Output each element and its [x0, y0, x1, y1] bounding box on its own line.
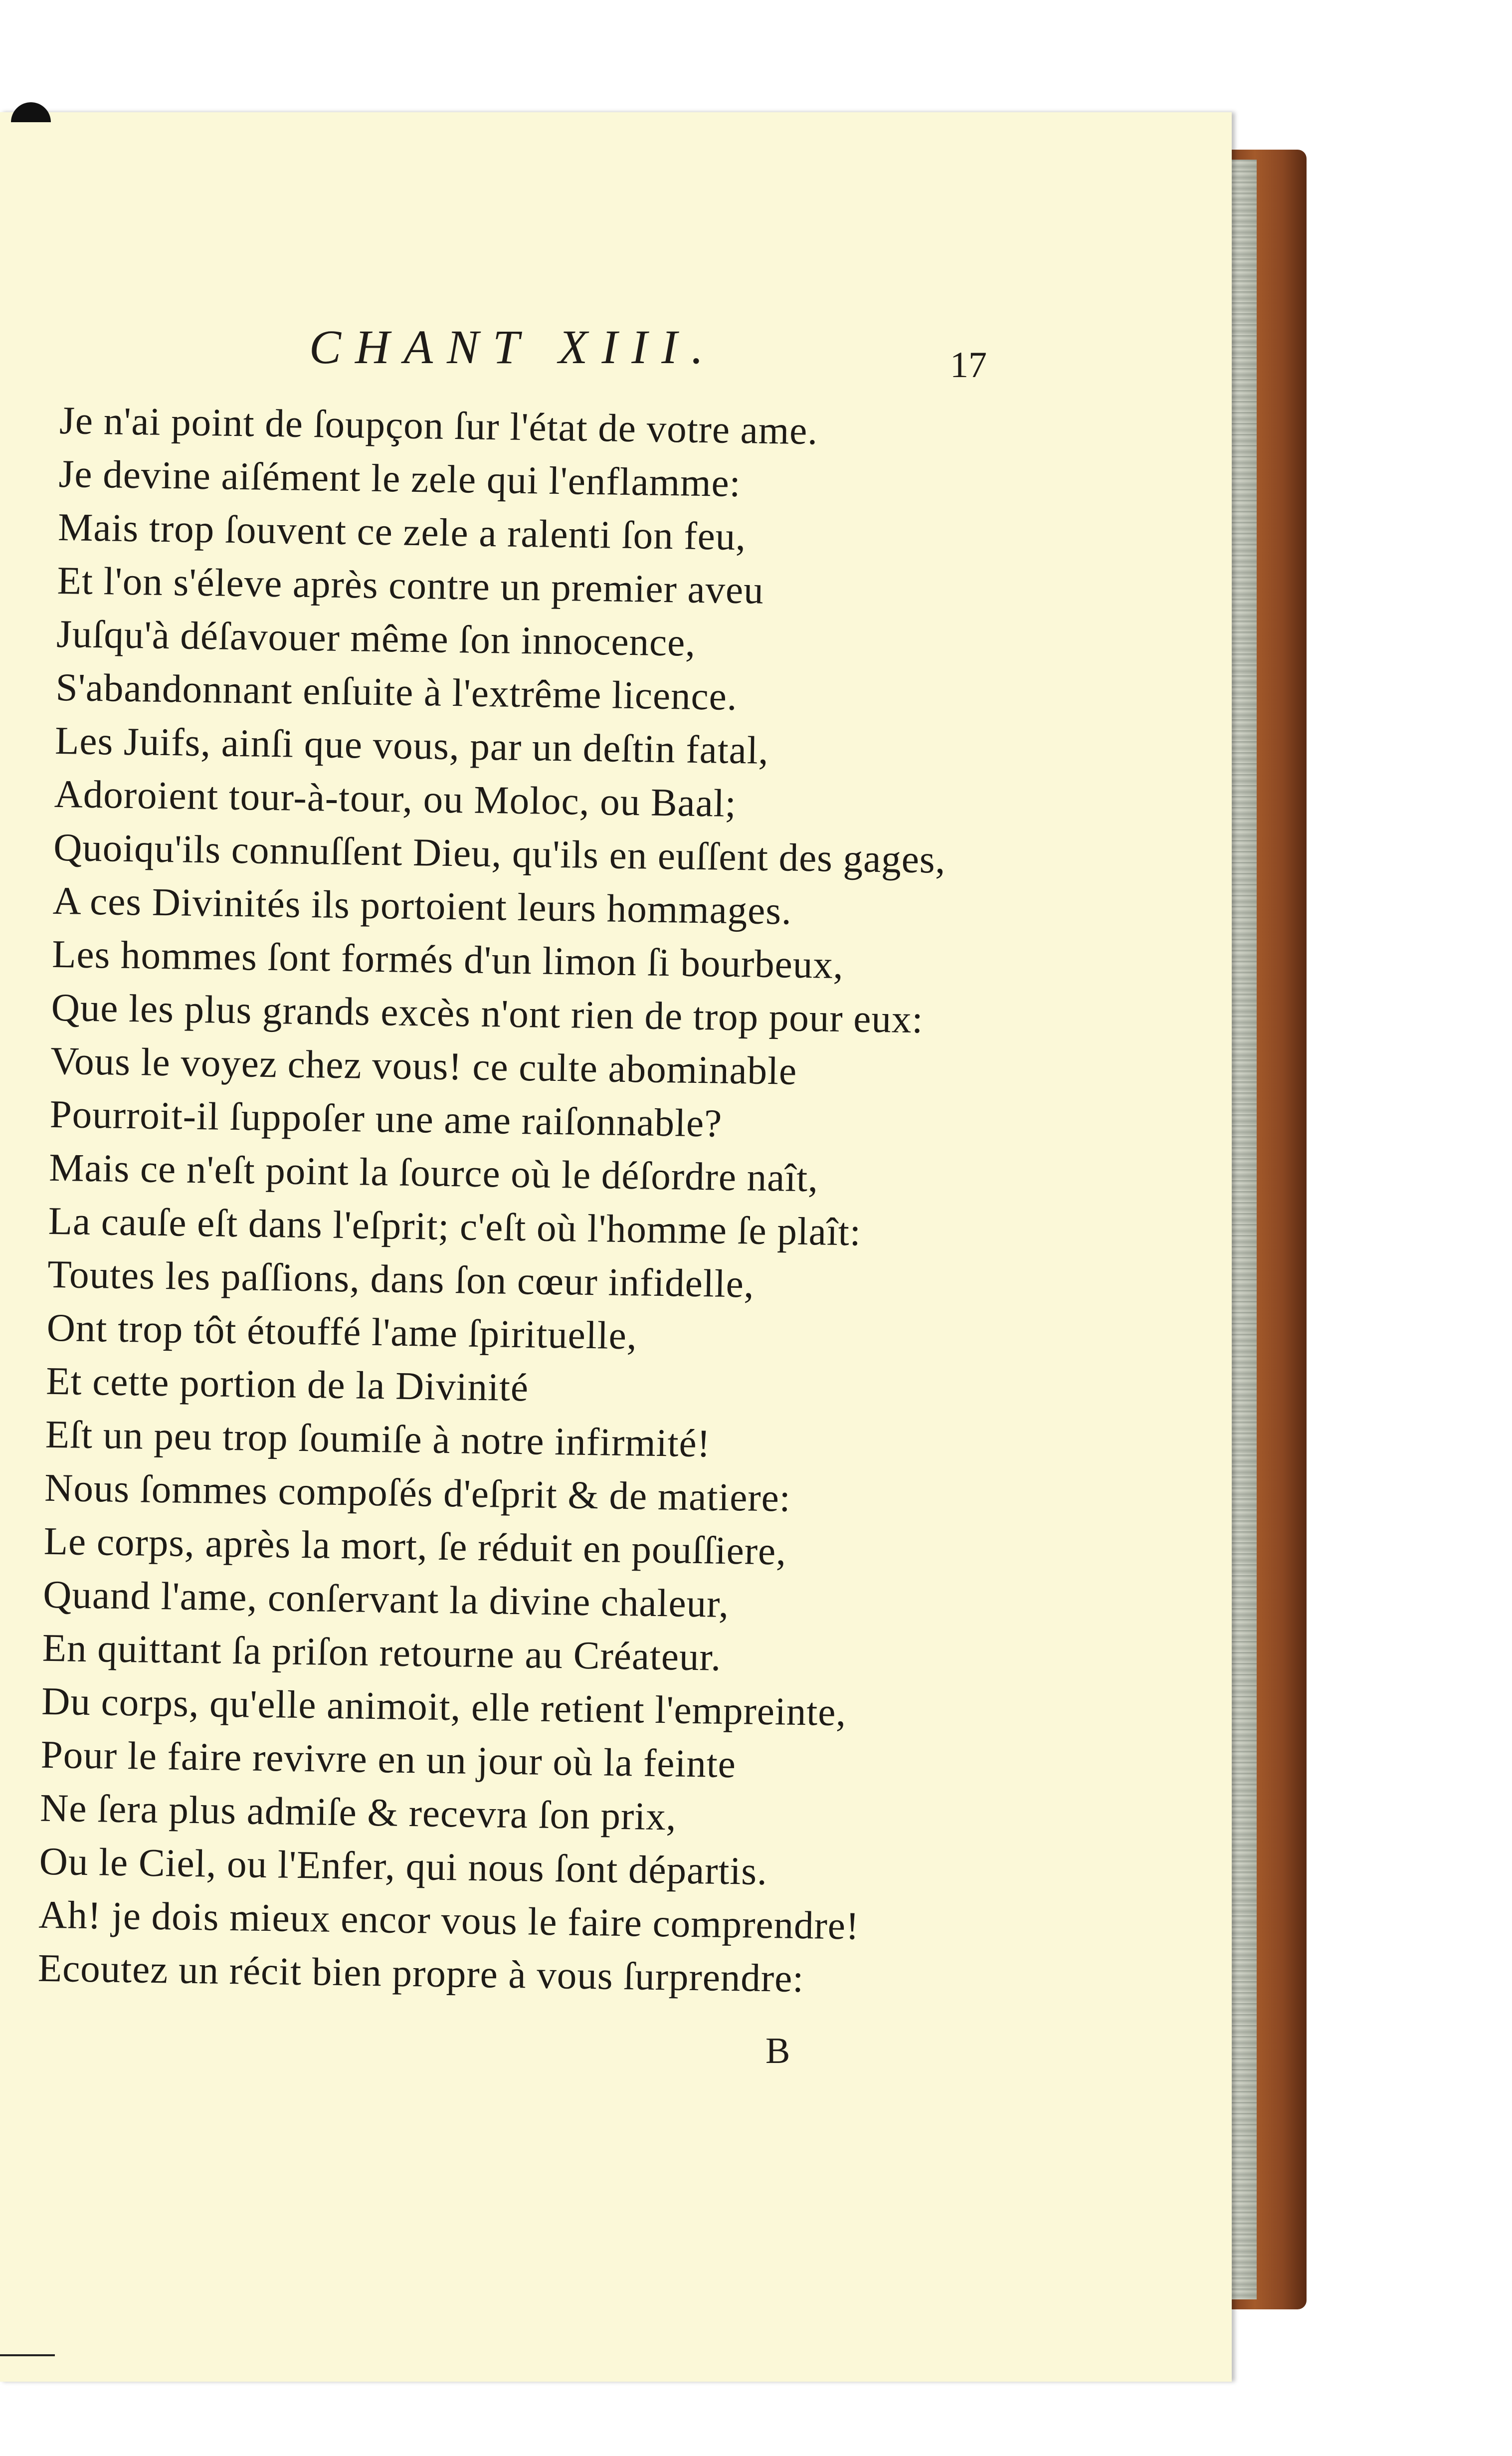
- verse-line: S'abandonnant enſuite à l'extrême licence.: [55, 665, 738, 719]
- verse-line: Mais trop ſouvent ce zele a ralenti ſon feu,: [57, 505, 747, 559]
- verse-line: Ecoutez un récit bien propre à vous ſurprendre:: [37, 1946, 804, 2001]
- verse-line: Ou le Ciel, ou l'Enfer, qui nous ſont départis.: [39, 1840, 768, 1894]
- verse-line: Pour le faire revivre en un jour où la feinte: [40, 1733, 737, 1787]
- verse-line: Mais ce n'eſt point la ſource où le déſordre naît,: [48, 1146, 819, 1201]
- verse-line: Ah! je dois mieux encor vous le faire comprendre!: [38, 1893, 860, 1948]
- page-corner-mark: [11, 102, 51, 122]
- verse-line: Nous ſommes compoſés d'eſprit & de matiere:: [44, 1466, 791, 1520]
- verse-line: Et l'on s'éleve après contre un premier aveu: [57, 559, 764, 613]
- verse-list: [37, 394, 1057, 2009]
- verse-line: Toutes les paſſions, dans ſon cœur infidelle,: [47, 1252, 755, 1306]
- verse-line: A ces Divinités ils portoient leurs hommages.: [52, 879, 792, 933]
- verse-line: Eſt un peu trop ſoumiſe à notre infirmité!: [45, 1413, 711, 1466]
- verse-line: Quoiqu'ils connuſſent Dieu, qu'ils en euſſent des gages,: [53, 825, 946, 882]
- verse-line: Et cette portion de la Divinité: [45, 1359, 529, 1410]
- verse-line: La cauſe eſt dans l'eſprit; c'eſt où l'homme ſe plaît:: [48, 1199, 862, 1254]
- verse-line: Le corps, après la mort, ſe réduit en pouſſiere,: [43, 1519, 787, 1574]
- verse-line: Je n'ai point de ſoupçon ſur l'état de votre ame.: [59, 399, 818, 453]
- verse-line: Vous le voyez chez vous! ce culte abominable: [50, 1039, 797, 1093]
- verse-line: Quand l'ame, conſervant la divine chaleur,: [42, 1573, 730, 1626]
- page-bottom-mark: [0, 2354, 55, 2356]
- verse-line: Ont trop tôt étouffé l'ame ſpirituelle,: [46, 1306, 638, 1358]
- verse-line: Pourroit-il ſuppoſer une ame raiſonnable?: [49, 1092, 723, 1146]
- page-number: 17: [950, 345, 987, 386]
- verse-line: Adoroient tour-à-tour, ou Moloc, ou Baal;: [54, 772, 737, 826]
- verse-line: Les Juifs, ainſi que vous, par un deſtin fatal,: [54, 719, 769, 773]
- verse-line: Les hommes ſont formés d'un limon ſi bourbeux,: [51, 932, 844, 988]
- verse-line: Ne ſera plus admiſe & recevra ſon prix,: [39, 1786, 677, 1839]
- verse-line: Juſqu'à déſavouer même ſon innocence,: [56, 612, 696, 665]
- verse-line: Du corps, qu'elle animoit, elle retient l'empreinte,: [41, 1679, 847, 1735]
- verse-line: En quittant ſa priſon retourne au Créateur.: [42, 1626, 722, 1679]
- verse-line: Que les plus grands excès n'ont rien de trop pour eux:: [51, 986, 924, 1042]
- running-head: CHANT XIII.: [309, 320, 718, 374]
- signature-mark: B: [765, 2031, 790, 2071]
- verse-line: Je devine aiſément le zele qui l'enflamme:: [58, 452, 742, 506]
